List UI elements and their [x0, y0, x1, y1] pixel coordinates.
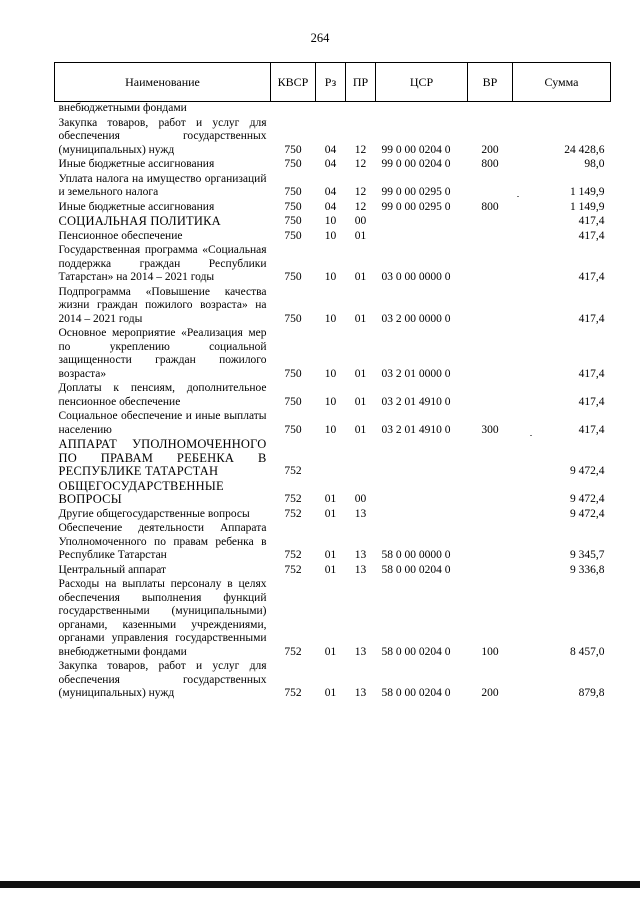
row-name: Другие общегосударственные вопросы — [58, 507, 250, 520]
row-name: СОЦИАЛЬНАЯ ПОЛИТИКА — [58, 214, 221, 228]
row-rz: 10 — [324, 395, 337, 408]
row-vr — [468, 286, 513, 328]
row-csr — [376, 480, 468, 508]
row-vr: 200 — [481, 143, 499, 156]
row-csr: 03 2 01 4910 0 — [381, 395, 451, 408]
row-rz — [316, 438, 346, 480]
row-vr — [468, 173, 513, 201]
table-body — [55, 102, 611, 702]
row-name: Социальное обеспечение и иные выплаты населению — [58, 410, 267, 436]
row-sum: 879,8 — [578, 687, 605, 699]
table-row — [55, 578, 611, 660]
table-row — [55, 102, 611, 117]
table-row — [55, 508, 611, 523]
row-vr: 800 — [481, 200, 499, 213]
table-row — [55, 564, 611, 579]
row-rz: 01 — [324, 645, 337, 658]
row-sum: 417,4 — [578, 271, 605, 283]
row-sum: 417,4 — [578, 312, 605, 325]
row-rz: 10 — [324, 367, 337, 380]
row-sum — [513, 102, 611, 117]
row-sum: 24 428,6 — [564, 143, 605, 156]
row-sum: 417,4 — [578, 215, 605, 227]
scan-speck — [530, 435, 532, 436]
row-rz: 04 — [324, 200, 337, 213]
row-csr: 03 0 00 0000 0 — [381, 271, 451, 283]
row-name: внебюджетными фондами — [58, 102, 187, 114]
row-vr — [468, 438, 513, 480]
row-rz: 04 — [324, 143, 337, 156]
row-pr: 12 — [354, 158, 367, 170]
table-row — [55, 201, 611, 216]
table-row — [55, 480, 611, 508]
row-csr: 99 0 00 0204 0 — [381, 158, 451, 170]
row-vr — [468, 480, 513, 508]
row-pr: 13 — [354, 507, 367, 520]
header-pr: ПР — [346, 63, 376, 102]
row-vr: 800 — [481, 158, 499, 170]
row-sum: 9 336,8 — [570, 563, 605, 576]
row-name: Закупка товаров, работ и услуг для обеспечения государственных (муниципальных) нужд — [58, 660, 267, 699]
row-pr: 01 — [354, 367, 367, 380]
row-name: Обеспечение деятельности Аппарата Уполномоченного по правам ребенка в Республике Татарстан — [58, 522, 267, 561]
row-pr: 12 — [354, 200, 367, 213]
row-kvsr: 750 — [284, 367, 302, 380]
row-kvsr: 752 — [284, 687, 302, 699]
row-sum: 9 472,4 — [570, 493, 605, 505]
row-pr: 01 — [354, 312, 367, 325]
row-kvsr — [271, 102, 316, 117]
scan-speck — [517, 196, 519, 197]
row-kvsr: 750 — [284, 186, 302, 198]
row-csr — [376, 230, 468, 245]
row-vr: 300 — [481, 423, 499, 436]
row-pr: 13 — [354, 549, 367, 561]
row-name: Уплата налога на имущество организаций и земельного налога — [58, 172, 267, 198]
row-rz: 10 — [324, 271, 337, 283]
row-rz: 10 — [324, 312, 337, 325]
table-row — [55, 327, 611, 382]
row-name: Пенсионное обеспечение — [58, 229, 183, 242]
row-kvsr: 750 — [284, 395, 302, 408]
row-sum: 417,4 — [578, 395, 605, 408]
table-row — [55, 173, 611, 201]
row-csr: 03 2 00 0000 0 — [381, 312, 451, 325]
row-pr: 13 — [354, 645, 367, 658]
table-row — [55, 438, 611, 480]
row-kvsr: 750 — [284, 423, 302, 436]
row-csr: 99 0 00 0204 0 — [381, 143, 451, 156]
row-csr: 58 0 00 0000 0 — [381, 549, 451, 561]
row-vr: 200 — [481, 687, 499, 699]
row-name: ОБЩЕГОСУДАРСТВЕННЫЕ ВОПРОСЫ — [58, 478, 224, 506]
table-row — [55, 117, 611, 159]
row-vr — [468, 244, 513, 286]
row-kvsr: 752 — [284, 645, 302, 658]
row-kvsr: 752 — [284, 493, 302, 505]
table-row — [55, 215, 611, 230]
row-csr: 58 0 00 0204 0 — [381, 645, 451, 658]
header-kvsr: КВСР — [271, 63, 316, 102]
row-vr — [468, 382, 513, 410]
header-vr: ВР — [468, 63, 513, 102]
row-sum: 9 345,7 — [570, 549, 605, 561]
row-pr: 13 — [354, 687, 367, 699]
row-kvsr: 752 — [284, 549, 302, 561]
row-vr: 100 — [481, 645, 499, 658]
row-vr — [468, 215, 513, 230]
row-name: Расходы на выплаты персоналу в целях обеспечения выполнения функций государственными (муниципальными) органами, казенными учреждениями, органами управления государственными внебюджетными фондами — [58, 578, 267, 658]
scan-edge-bar — [0, 881, 640, 888]
row-kvsr: 750 — [284, 312, 302, 325]
row-vr — [468, 508, 513, 523]
row-pr: 01 — [354, 423, 367, 436]
row-rz: 01 — [324, 563, 337, 576]
table-row — [55, 382, 611, 410]
row-kvsr: 750 — [284, 158, 302, 170]
row-rz: 01 — [324, 549, 337, 561]
row-sum: 417,4 — [578, 229, 605, 242]
row-name: Основное мероприятие «Реализация мер по укреплению социальной защищенности граждан пожилого возраста» — [58, 327, 267, 380]
row-name: Доплаты к пенсиям, дополнительное пенсионное обеспечение — [58, 382, 267, 408]
row-name: Иные бюджетные ассигнования — [58, 158, 215, 170]
row-rz: 04 — [324, 158, 337, 170]
row-kvsr: 750 — [284, 229, 302, 242]
row-sum: 417,4 — [578, 423, 605, 436]
table-header — [55, 63, 611, 102]
row-name: Иные бюджетные ассигнования — [58, 200, 215, 213]
row-kvsr: 750 — [284, 271, 302, 283]
row-rz: 01 — [324, 687, 337, 699]
row-name: АППАРАТ УПОЛНОМОЧЕННОГО ПО ПРАВАМ РЕБЕНКА В РЕСПУБЛИКЕ ТАТАРСТАН — [58, 437, 267, 478]
row-vr — [468, 564, 513, 579]
row-rz: 10 — [324, 229, 337, 242]
row-csr: 58 0 00 0204 0 — [381, 687, 451, 699]
row-pr: 01 — [354, 395, 367, 408]
row-pr: 12 — [354, 186, 367, 198]
row-rz: 04 — [324, 186, 337, 198]
table-row — [55, 158, 611, 173]
row-pr: 01 — [354, 229, 367, 242]
table-row — [55, 660, 611, 702]
row-kvsr: 752 — [284, 507, 302, 520]
row-name: Государственная программа «Социальная поддержка граждан Республики Татарстан» на 2014 – 2021 годы — [58, 244, 267, 283]
row-csr: 58 0 00 0204 0 — [381, 563, 451, 576]
row-csr: 99 0 00 0295 0 — [381, 200, 451, 213]
row-pr: 12 — [354, 143, 367, 156]
row-kvsr: 752 — [284, 563, 302, 576]
header-csr: ЦСР — [376, 63, 468, 102]
row-csr — [376, 438, 468, 480]
table-row — [55, 286, 611, 328]
row-sum: 1 149,9 — [570, 200, 605, 213]
row-rz — [316, 102, 346, 117]
header-sum: Сумма — [513, 63, 611, 102]
row-name: Подпрограмма «Повышение качества жизни граждан пожилого возраста» на 2014 – 2021 годы — [58, 285, 267, 325]
row-kvsr: 752 — [284, 465, 302, 477]
row-kvsr: 750 — [284, 215, 302, 227]
page-number: 264 — [310, 31, 330, 45]
header-name: Наименование — [55, 63, 271, 102]
row-rz: 01 — [324, 507, 337, 520]
row-pr: 00 — [354, 215, 367, 227]
row-csr: 99 0 00 0295 0 — [381, 186, 451, 198]
row-sum: 9 472,4 — [570, 465, 605, 477]
row-sum: 98,0 — [584, 158, 605, 170]
budget-table — [54, 62, 611, 702]
row-kvsr: 750 — [284, 143, 302, 156]
row-pr — [346, 102, 376, 117]
row-kvsr: 750 — [284, 200, 302, 213]
row-csr — [376, 215, 468, 230]
row-sum: 8 457,0 — [570, 645, 605, 658]
table-row — [55, 410, 611, 438]
row-pr: 00 — [354, 493, 367, 505]
row-sum: 1 149,9 — [570, 186, 605, 198]
row-rz: 10 — [324, 215, 337, 227]
row-vr — [468, 522, 513, 564]
table-row — [55, 230, 611, 245]
row-rz: 01 — [324, 493, 337, 505]
row-csr: 03 2 01 0000 0 — [381, 367, 451, 380]
row-csr — [376, 508, 468, 523]
row-name: Закупка товаров, работ и услуг для обеспечения государственных (муниципальных) нужд — [58, 116, 267, 156]
row-pr: 01 — [354, 271, 367, 283]
row-vr — [468, 230, 513, 245]
row-csr — [376, 102, 468, 117]
row-vr — [468, 102, 513, 117]
table-row — [55, 522, 611, 564]
row-vr — [468, 327, 513, 382]
row-sum: 417,4 — [578, 367, 605, 380]
row-sum: 9 472,4 — [570, 507, 605, 520]
row-name: Центральный аппарат — [58, 563, 167, 576]
table-row — [55, 244, 611, 286]
row-csr: 03 2 01 4910 0 — [381, 423, 451, 436]
row-rz: 10 — [324, 423, 337, 436]
row-pr — [346, 438, 376, 480]
header-rz: Рз — [316, 63, 346, 102]
row-pr: 13 — [354, 563, 367, 576]
